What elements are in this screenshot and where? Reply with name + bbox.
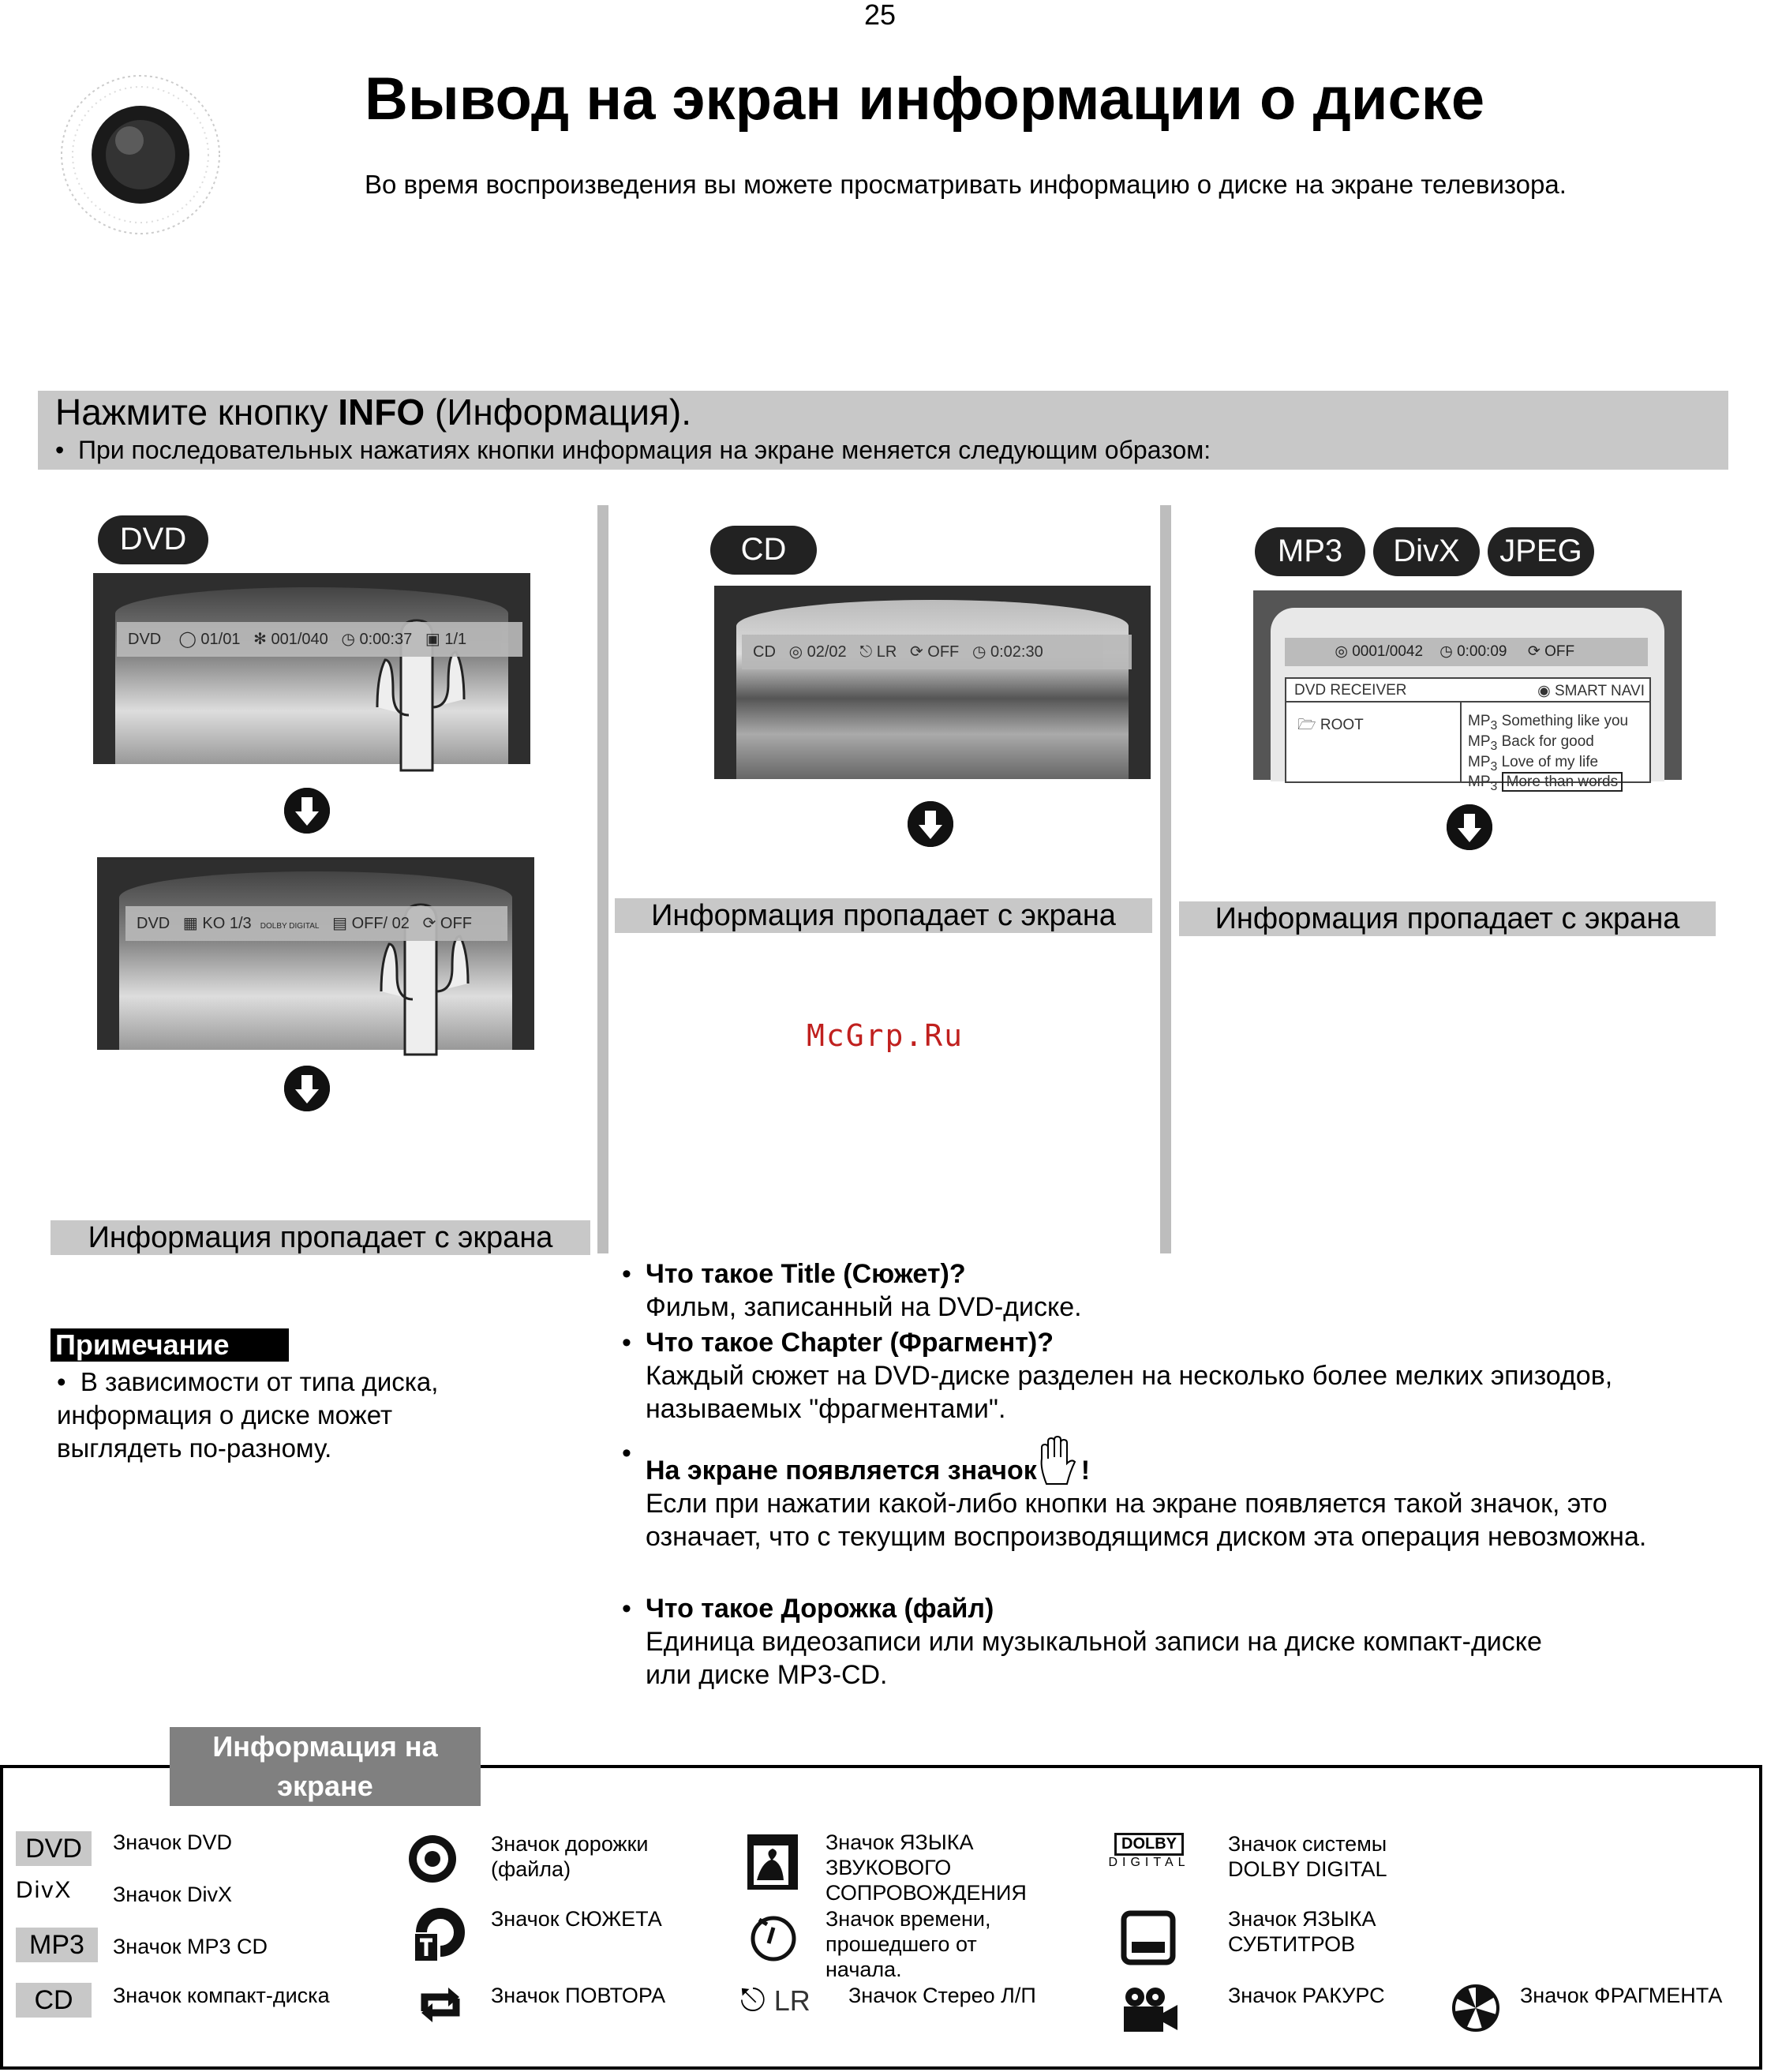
repeat-icon: ⟳ xyxy=(422,915,436,932)
legend-title: Значок СЮЖЕТА xyxy=(491,1907,662,1931)
legend-mp3: Значок MP3 CD xyxy=(113,1935,268,1958)
mp3-badge: MP3 xyxy=(1255,527,1365,576)
track-icon: ◎ xyxy=(788,643,803,661)
faq-track: • Что такое Дорожка (файл) Единица видеозаписи или музыкальной записи на диске компакт-диске или диске MP3-CD. xyxy=(622,1594,1542,1690)
time-icon xyxy=(748,1912,799,1962)
dvd-gone-label: Информация пропадает с экрана xyxy=(51,1220,590,1255)
down-arrow-icon xyxy=(1447,804,1492,850)
legend-audio: Значок ЯЗЫКА ЗВУКОВОГО СОПРОВОЖДЕНИЯ xyxy=(825,1830,1027,1905)
note-heading: Примечание xyxy=(51,1328,289,1362)
legend-angle: Значок РАКУРС xyxy=(1228,1984,1385,2007)
track-icon: ◎ xyxy=(1335,643,1348,660)
file-item[interactable]: $MP_3$ Love of my life xyxy=(1468,753,1599,774)
chapter-icon xyxy=(1451,1983,1501,2033)
page-title: Вывод на экран информации о диске xyxy=(365,66,1485,133)
legend-chapter: Значок ФРАГМЕНТА xyxy=(1520,1984,1723,2007)
time-icon: ◷ xyxy=(1439,643,1453,660)
repeat-icon: ⟳ xyxy=(909,643,923,661)
legend-dvd: Значок DVD xyxy=(113,1830,233,1854)
column-divider xyxy=(597,505,608,1253)
navigator-panel xyxy=(1285,677,1651,794)
repeat-icon: ⟳ xyxy=(1527,643,1541,660)
cd-logo-icon: CD xyxy=(16,1983,92,2018)
file-list xyxy=(1468,714,1628,795)
down-arrow-icon xyxy=(284,1066,330,1111)
dvd-screen-2 xyxy=(97,857,534,1050)
faq-chapter: • Что такое Chapter (Фрагмент)? Каждый сюжет на DVD-диске разделен на несколько более мелких эпизодов, называемых "фрагментами". xyxy=(622,1328,1613,1424)
disc-logo-icon xyxy=(54,62,227,247)
repeat-icon xyxy=(414,1983,467,2027)
mp3-gone-label: Информация пропадает с экрана xyxy=(1179,901,1716,936)
intro-text: Во время воспроизведения вы можете просматривать информацию о диске на экране телевизора. xyxy=(365,170,1567,199)
legend-divx: Значок DivX xyxy=(113,1883,233,1906)
dvd-screen-1 xyxy=(93,573,530,764)
faq-hand-icon: • На экране появляется значок ! Если при нажатии какой-либо кнопки на экране появляется такой значок, это означает, что с текущим воспроизводящимся диском эта операция невозможна. xyxy=(622,1438,1647,1552)
mp3-logo-icon: MP3 xyxy=(16,1928,98,1962)
down-arrow-icon xyxy=(284,788,330,834)
faq-title: • Что такое Title (Сюжет)? Фильм, записанный на DVD-диске. xyxy=(622,1259,1082,1322)
title-icon xyxy=(410,1904,466,1962)
audio-icon: ▦ xyxy=(182,915,198,932)
subtitle-icon xyxy=(1121,1910,1176,1965)
legend-cd: Значок компакт-диска xyxy=(113,1984,330,2007)
legend-dolby: Значок системы DOLBY DIGITAL xyxy=(1228,1832,1387,1881)
legend-stereo: Значок Стерео Л/П xyxy=(848,1984,1036,2007)
dvd-logo-icon: DVD xyxy=(16,1831,92,1866)
dvd-info-bar-2: DVD ▦ KO 1/3 DOLBY DIGITAL ▤ OFF/ 02 ⟳ OFF xyxy=(125,906,507,941)
jpeg-badge: JPEG xyxy=(1488,527,1594,576)
step-bullet: • При последовательных нажатиях кнопки информация на экране меняется следующим образом: xyxy=(55,436,1211,464)
file-item-selected[interactable]: $MP_3$ More than words xyxy=(1468,774,1628,795)
mp3-screen xyxy=(1253,590,1682,794)
note-text: • В зависимости от типа диска, информация о диске может выглядеть по-разному. xyxy=(57,1367,439,1463)
file-item[interactable]: $MP_3$ Something like you xyxy=(1468,713,1629,733)
hand-icon xyxy=(1037,1437,1081,1486)
dolby-icon: DOLBY DIGITAL xyxy=(1095,1833,1203,1880)
down-arrow-icon xyxy=(908,801,953,847)
legend-time: Значок времени, прошедшего от начала. xyxy=(825,1907,991,1981)
audio-icon xyxy=(746,1833,799,1891)
legend-repeat: Значок ПОВТОРА xyxy=(491,1984,666,2007)
time-icon: ◷ xyxy=(971,643,986,661)
legend-track: Значок дорожки (файла) xyxy=(491,1832,649,1881)
cd-badge: CD xyxy=(710,526,817,575)
angle-icon: ▣ xyxy=(425,631,440,648)
root-folder[interactable]: 🗁 ROOT xyxy=(1297,717,1364,733)
step-heading: Нажмите кнопку INFO (Информация). xyxy=(55,392,691,433)
cd-info-bar: CD ◎ 02/02 ⎋ LR ⟳ OFF ◷ 0:02:30 xyxy=(742,635,1132,669)
headphones-icon: ⎋ xyxy=(859,643,873,661)
dolby-icon: DOLBY DIGITAL xyxy=(260,922,320,931)
track-icon xyxy=(406,1833,459,1885)
smart-navi-label: ◉ SMART NAVI xyxy=(1537,683,1645,699)
title-icon: ◯ xyxy=(178,631,197,648)
divx-badge: DivX xyxy=(1373,527,1480,576)
watermark: McGrp.Ru xyxy=(807,1018,964,1053)
cd-screen xyxy=(714,586,1151,779)
dvd-info-bar-1: DVD ◯ 01/01 ✻ 001/040 ◷ 0:00:37 ▣ 1/1 xyxy=(117,622,522,657)
dvd-badge: DVD xyxy=(98,515,208,564)
chapter-icon: ✻ xyxy=(253,631,267,648)
legend-subtitle: Значок ЯЗЫКА СУБТИТРОВ xyxy=(1228,1907,1376,1956)
cd-gone-label: Информация пропадает с экрана xyxy=(615,898,1152,933)
subtitle-icon: ▤ xyxy=(332,915,347,932)
mp3-info-bar: ◎ 0001/0042 ◷ 0:00:09 ⟳ OFF xyxy=(1285,638,1648,666)
page-number: 25 xyxy=(864,0,897,31)
divx-logo-icon: DivX xyxy=(16,1877,73,1903)
column-divider xyxy=(1160,505,1171,1253)
receiver-label: DVD RECEIVER xyxy=(1294,682,1407,699)
angle-icon xyxy=(1121,1986,1179,2035)
file-item[interactable]: $MP_3$ Back for good xyxy=(1468,733,1594,753)
time-icon: ◷ xyxy=(341,631,355,648)
legend-heading: Информация на экране xyxy=(170,1727,481,1806)
headphones-icon: ⎋ LR xyxy=(740,1983,810,2018)
